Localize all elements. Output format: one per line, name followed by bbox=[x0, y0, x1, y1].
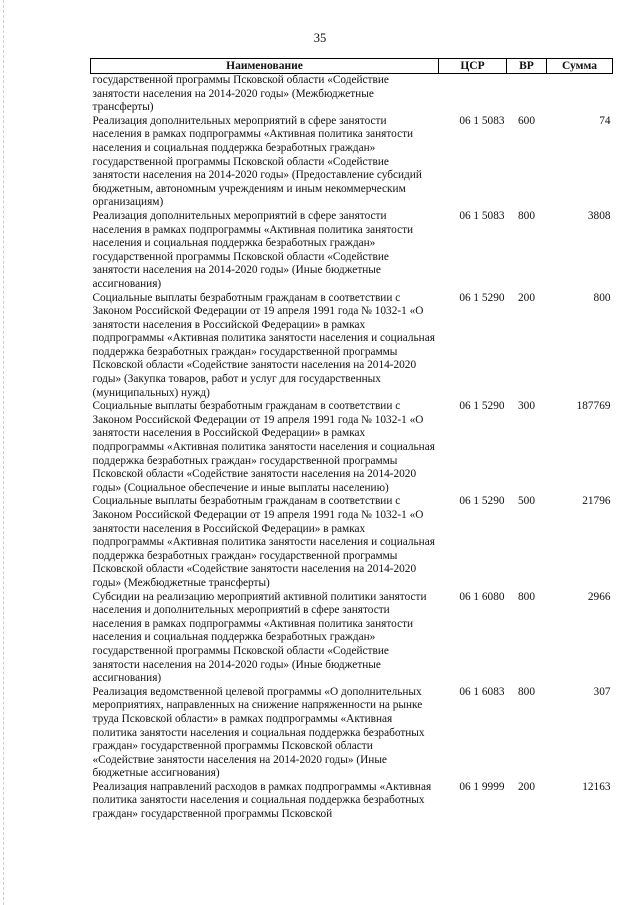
row-name: Субсидии на реализацию мероприятий активной политики занятости населения и дополнительных мероприятий в сфере занятости населения в рамках подпрограммы «Активная политика занятости населения и социальная поддержка безработных граждан» государственной программы Псковской области «Содействие занятости населения на 2014-2020 годы» (Иные бюджетные ассигнования) bbox=[92, 590, 427, 685]
header-csr: ЦСР bbox=[439, 59, 507, 74]
row-sum: 3808 bbox=[587, 209, 611, 222]
scan-edge-line bbox=[3, 0, 5, 905]
page-number: 35 bbox=[313, 31, 327, 45]
table-row bbox=[91, 210, 613, 292]
row-vr: 800 bbox=[518, 209, 535, 222]
row-name: Реализация дополнительных мероприятий в сфере занятости населения в рамках подпрограммы «Активная политика занятости населения и социальная поддержка безработных граждан» государственной программы Псковской области «Содействие занятости населения на 2014-2020 годы» (Предоставление субсидий бюджетным, автономным учреждениям и иным некоммерческим организациям) bbox=[92, 114, 422, 209]
row-csr: 06 1 6083 bbox=[459, 685, 505, 698]
row-name: Реализация дополнительных мероприятий в сфере занятости населения в рамках подпрограммы «Активная политика занятости населения и социальная поддержка безработных граждан» государственной программы Псковской области «Содействие занятости населения на 2014-2020 годы» (Иные бюджетные ассигнования) bbox=[92, 209, 414, 290]
table-row bbox=[91, 495, 613, 590]
row-sum: 800 bbox=[593, 291, 611, 304]
header-sum: Сумма bbox=[547, 59, 613, 74]
header-vr: ВР bbox=[507, 59, 547, 74]
row-name: государственной программы Псковской области «Содействие занятости населения на 2014-2020 годы» (Межбюджетные трансферты) bbox=[92, 74, 389, 114]
table-row bbox=[91, 115, 613, 210]
row-sum: 307 bbox=[593, 685, 611, 698]
row-csr: 06 1 5290 bbox=[459, 400, 505, 413]
row-vr: 600 bbox=[518, 114, 535, 127]
budget-table bbox=[90, 58, 613, 822]
row-vr: 200 bbox=[518, 780, 535, 793]
row-sum bbox=[547, 74, 613, 115]
header-name: Наименование bbox=[91, 59, 439, 74]
table-row bbox=[91, 781, 613, 822]
row-csr: 06 1 5290 bbox=[459, 495, 505, 508]
table-row bbox=[91, 591, 613, 686]
row-vr: 800 bbox=[518, 590, 535, 603]
table-row bbox=[91, 74, 613, 115]
row-vr bbox=[507, 74, 547, 115]
row-sum: 12163 bbox=[582, 780, 611, 793]
row-sum: 21796 bbox=[582, 495, 611, 508]
row-sum: 2966 bbox=[587, 590, 611, 603]
table-header bbox=[91, 59, 613, 74]
row-vr: 200 bbox=[518, 291, 535, 304]
row-name: Социальные выплаты безработным гражданам в соответствии с Законом Российской Федерации от 19 апреля 1991 года № 1032-1 «О занятости населения в Российской Федерации» в рамках подпрограммы «Активная политика занятости населения и социальная поддержка безработных граждан» государственной программы Псковской области «Содействие занятости населения на 2014-2020 годы» (Межбюджетные трансферты) bbox=[92, 495, 435, 589]
row-csr: 06 1 5083 bbox=[459, 114, 505, 127]
table-row bbox=[91, 292, 613, 401]
row-vr: 800 bbox=[518, 685, 535, 698]
row-vr: 300 bbox=[518, 400, 535, 413]
table-row bbox=[91, 686, 613, 781]
row-name: Социальные выплаты безработным гражданам в соответствии с Законом Российской Федерации от 19 апреля 1991 года № 1032-1 «О занятости населения в Российской Федерации» в рамках подпрограммы «Активная политика занятости населения и социальная поддержка безработных граждан» государственной программы Псковской области «Содействие занятости населения на 2014-2020 годы» (Социальное обеспечение и иные выплаты населению) bbox=[92, 400, 435, 494]
row-sum: 187769 bbox=[576, 400, 611, 413]
row-name: Реализация ведомственной целевой программы «О дополнительных мероприятиях, направленных на снижение напряженности на рынке труда Псковской области» в рамках подпрограммы «Активная политика занятости населения и социальная поддержка безработных граждан» государственной программы Псковской области «Содействие занятости населения на 2014-2020 годы» (Иные бюджетные ассигнования) bbox=[92, 685, 425, 780]
table-body bbox=[91, 74, 613, 822]
table-row bbox=[91, 400, 613, 495]
row-csr: 06 1 5083 bbox=[459, 209, 505, 222]
row-csr: 06 1 9999 bbox=[459, 780, 505, 793]
row-csr: 06 1 5290 bbox=[459, 291, 505, 304]
row-csr: 06 1 6080 bbox=[459, 590, 505, 603]
row-name: Реализация направлений расходов в рамках подпрограммы «Активная политика занятости населения и социальная поддержка безработных граждан» государственной программы Псковской bbox=[92, 780, 432, 821]
row-sum: 74 bbox=[599, 114, 611, 127]
row-name: Социальные выплаты безработным гражданам в соответствии с Законом Российской Федерации от 19 апреля 1991 года № 1032-1 «О занятости населения в Российской Федерации» в рамках подпрограммы «Активная политика занятости населения и социальная поддержка безработных граждан» государственной программы Псковской области «Содействие занятости населения на 2014-2020 годы» (Закупка товаров, работ и услуг для государственных (муниципальных) нужд) bbox=[92, 291, 435, 399]
row-csr bbox=[439, 74, 507, 115]
row-vr: 500 bbox=[518, 495, 535, 508]
